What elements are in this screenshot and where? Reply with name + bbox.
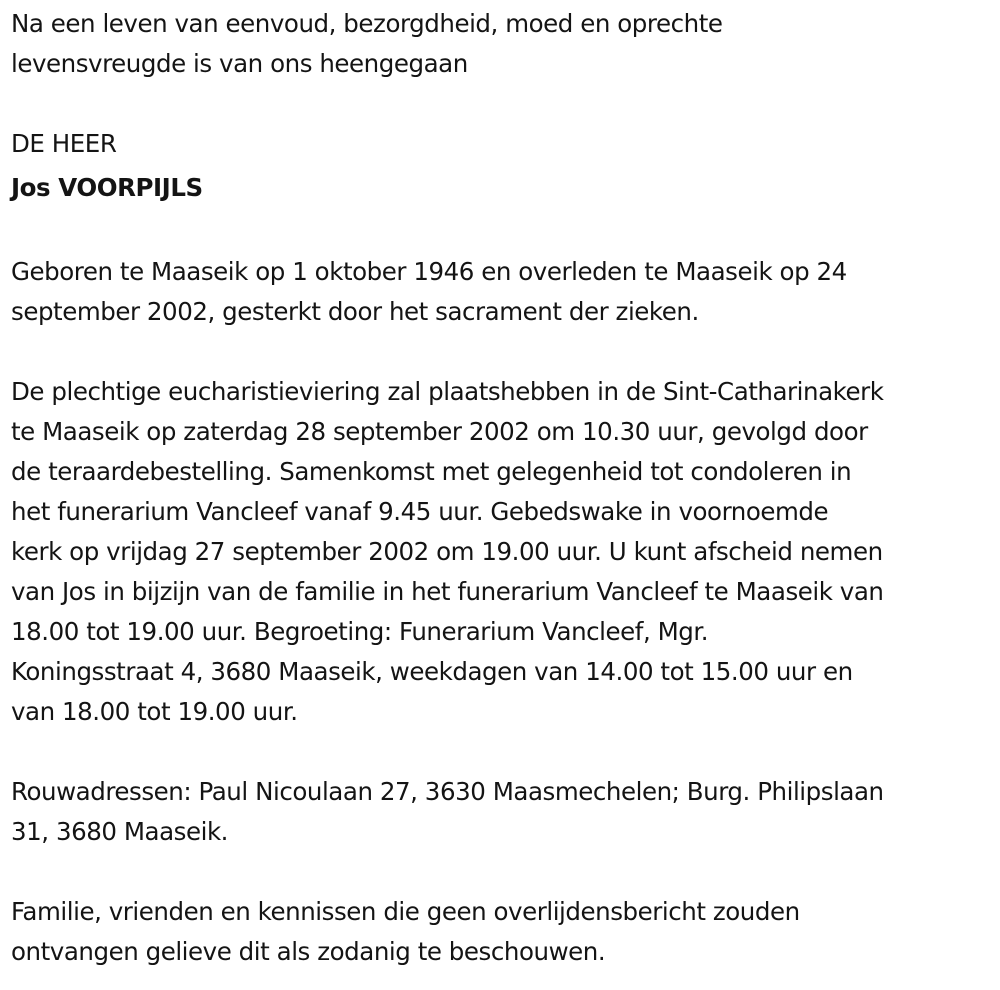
intro-line: Na een leven van eenvoud, bezorgdheid, moed en oprechte bbox=[11, 9, 723, 38]
addresses-line: Rouwadressen: Paul Nicoulaan 27, 3630 Maasmechelen; Burg. Philipslaan bbox=[11, 777, 884, 806]
closing-line: ontvangen gelieve dit als zodanig te beschouwen. bbox=[11, 937, 606, 966]
birth-death-line: september 2002, gesterkt door het sacrament der zieken. bbox=[11, 297, 699, 326]
deceased-title: DE HEER bbox=[11, 129, 117, 158]
ceremony-line: te Maaseik op zaterdag 28 september 2002 om 10.30 uur, gevolgd door bbox=[11, 417, 868, 446]
ceremony-paragraph bbox=[11, 372, 996, 732]
deceased-heading bbox=[11, 124, 1000, 212]
ceremony-line: 18.00 tot 19.00 uur. Begroeting: Funerarium Vancleef, Mgr. bbox=[11, 617, 709, 646]
intro-paragraph bbox=[11, 4, 996, 84]
birth-death-paragraph bbox=[11, 252, 996, 332]
intro-line: levensvreugde is van ons heengegaan bbox=[11, 49, 468, 78]
ceremony-line: kerk op vrijdag 27 september 2002 om 19.00 uur. U kunt afscheid nemen bbox=[11, 537, 883, 566]
closing-line: Familie, vrienden en kennissen die geen overlijdensbericht zouden bbox=[11, 897, 800, 926]
ceremony-line: van Jos in bijzijn van de familie in het funerarium Vancleef te Maaseik van bbox=[11, 577, 884, 606]
addresses-line: 31, 3680 Maaseik. bbox=[11, 817, 229, 846]
closing-paragraph bbox=[11, 892, 996, 972]
ceremony-line: de teraardebestelling. Samenkomst met gelegenheid tot condoleren in bbox=[11, 457, 852, 486]
birth-death-line: Geboren te Maaseik op 1 oktober 1946 en overleden te Maaseik op 24 bbox=[11, 257, 847, 286]
ceremony-line: van 18.00 tot 19.00 uur. bbox=[11, 697, 298, 726]
deceased-name: Jos VOORPIJLS bbox=[11, 173, 203, 202]
ceremony-line: Koningsstraat 4, 3680 Maaseik, weekdagen van 14.00 tot 15.00 uur en bbox=[11, 657, 853, 686]
addresses-paragraph bbox=[11, 772, 996, 852]
ceremony-line: De plechtige eucharistieviering zal plaatshebben in de Sint-Catharinakerk bbox=[11, 377, 884, 406]
ceremony-line: het funerarium Vancleef vanaf 9.45 uur. Gebedswake in voornoemde bbox=[11, 497, 829, 526]
